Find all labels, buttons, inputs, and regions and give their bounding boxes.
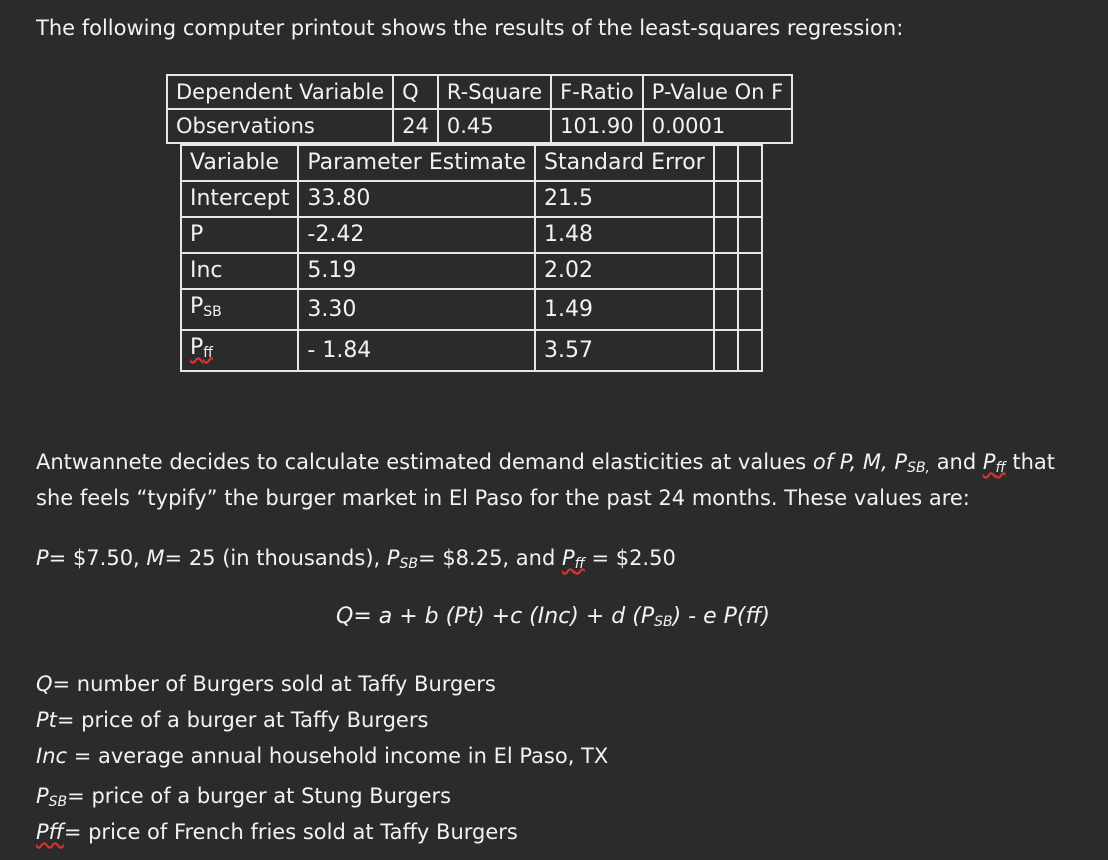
table-row [181, 181, 762, 217]
blank-cell [738, 145, 762, 181]
val-subscript: ff [574, 556, 585, 572]
observations-label: Observations [167, 109, 393, 143]
estimate-cell: 3.30 [298, 289, 535, 330]
eq-text: Q= a + b (Pt) +c (Inc) + d (P [336, 604, 655, 629]
eq-subscript: SB [654, 614, 673, 630]
r-square-value: 0.45 [438, 109, 551, 143]
pff-underlined [562, 546, 585, 570]
val-text: = 25 (in thousands), [164, 546, 387, 570]
variable-main-underlined [190, 335, 213, 360]
variable-cell: P [181, 217, 298, 253]
std-error-cell: 21.5 [535, 181, 714, 217]
para-subscript: ff [995, 460, 1006, 476]
r-square-label: R-Square [438, 75, 551, 109]
blank-cell [714, 330, 738, 371]
para-italic: P [982, 450, 996, 474]
header-variable: Variable [181, 145, 298, 181]
estimate-cell: - 1.84 [298, 330, 535, 371]
para-subscript: SB, [907, 460, 931, 476]
intro-text: The following computer printout shows the results of the least-squares regression: [36, 16, 904, 40]
p-value-label: P-Value On F [643, 75, 793, 109]
def-text: = price of French fries sold at Taffy Burgers [63, 820, 518, 844]
variable-subscript: SB [203, 304, 222, 320]
definition-item [36, 708, 428, 732]
summary-row-1 [167, 75, 792, 109]
def-text: = average annual household income in El Paso, TX [67, 744, 609, 768]
val-var: P [36, 546, 49, 570]
dependent-variable-value: Q [393, 75, 438, 109]
para-text: Antwannete decides to calculate estimated demand elasticities at values [36, 450, 813, 474]
estimate-cell: -2.42 [298, 217, 535, 253]
para-italic: of P, M, P [812, 450, 908, 474]
def-term: P [36, 784, 49, 808]
val-text: = $8.25, and [418, 546, 562, 570]
val-text: = $7.50, [48, 546, 147, 570]
blank-cell [714, 145, 738, 181]
p-value-value: 0.0001 [643, 109, 793, 143]
variable-cell: Intercept [181, 181, 298, 217]
values-line [36, 546, 676, 572]
f-ratio-label: F-Ratio [551, 75, 643, 109]
std-error-cell: 1.48 [535, 217, 714, 253]
header-parameter-estimate: Parameter Estimate [298, 145, 535, 181]
blank-cell [738, 217, 762, 253]
regression-equation [336, 604, 770, 630]
blank-cell [714, 289, 738, 330]
def-subscript: SB [48, 794, 68, 810]
table-row [181, 253, 762, 289]
blank-cell [714, 181, 738, 217]
param-header-row [181, 145, 762, 181]
variable-cell [181, 330, 298, 371]
header-standard-error: Standard Error [535, 145, 714, 181]
table-row [181, 330, 762, 371]
blank-cell [714, 253, 738, 289]
paragraph-line-2: she feels “typify” the burger market in El Paso for the past 24 months. These values are: [36, 486, 970, 510]
std-error-cell: 1.49 [535, 289, 714, 330]
pff-underlined [983, 450, 1006, 474]
val-var: P [386, 546, 400, 570]
blank-cell [738, 289, 762, 330]
def-term: Pff [36, 820, 64, 844]
definition-item [36, 744, 608, 768]
def-term: Inc [36, 744, 68, 768]
std-error-cell: 3.57 [535, 330, 714, 371]
regression-summary-table [166, 74, 793, 144]
parameter-estimates-table [180, 144, 763, 372]
def-text: = number of Burgers sold at Taffy Burgers [52, 672, 496, 696]
paragraph-line-1 [36, 450, 1055, 476]
estimate-cell: 33.80 [298, 181, 535, 217]
observations-value: 24 [393, 109, 438, 143]
para-text: that [1005, 450, 1055, 474]
table-row [181, 289, 762, 330]
definition-item [36, 672, 496, 696]
val-text: = $2.50 [584, 546, 676, 570]
def-term: Pt [36, 708, 57, 732]
std-error-cell: 2.02 [535, 253, 714, 289]
blank-cell [738, 330, 762, 371]
dependent-variable-label: Dependent Variable [167, 75, 393, 109]
def-term: Q [36, 672, 53, 696]
definition-item [36, 784, 451, 810]
definition-item [36, 820, 518, 844]
variable-main: P [190, 335, 204, 360]
eq-text: ) - e P(ff) [672, 604, 770, 629]
variable-subscript: ff [203, 345, 213, 361]
def-text: = price of a burger at Stung Burgers [67, 784, 452, 808]
summary-row-2 [167, 109, 792, 143]
estimate-cell: 5.19 [298, 253, 535, 289]
variable-cell: Inc [181, 253, 298, 289]
blank-cell [738, 181, 762, 217]
blank-cell [738, 253, 762, 289]
val-var: P [561, 546, 575, 570]
table-row [181, 217, 762, 253]
variable-main: P [190, 294, 204, 319]
para-text: and [930, 450, 983, 474]
val-subscript: SB [399, 556, 419, 572]
def-text: = price of a burger at Taffy Burgers [56, 708, 429, 732]
blank-cell [714, 217, 738, 253]
variable-cell [181, 289, 298, 330]
val-var: M [146, 546, 165, 570]
f-ratio-value: 101.90 [551, 109, 643, 143]
